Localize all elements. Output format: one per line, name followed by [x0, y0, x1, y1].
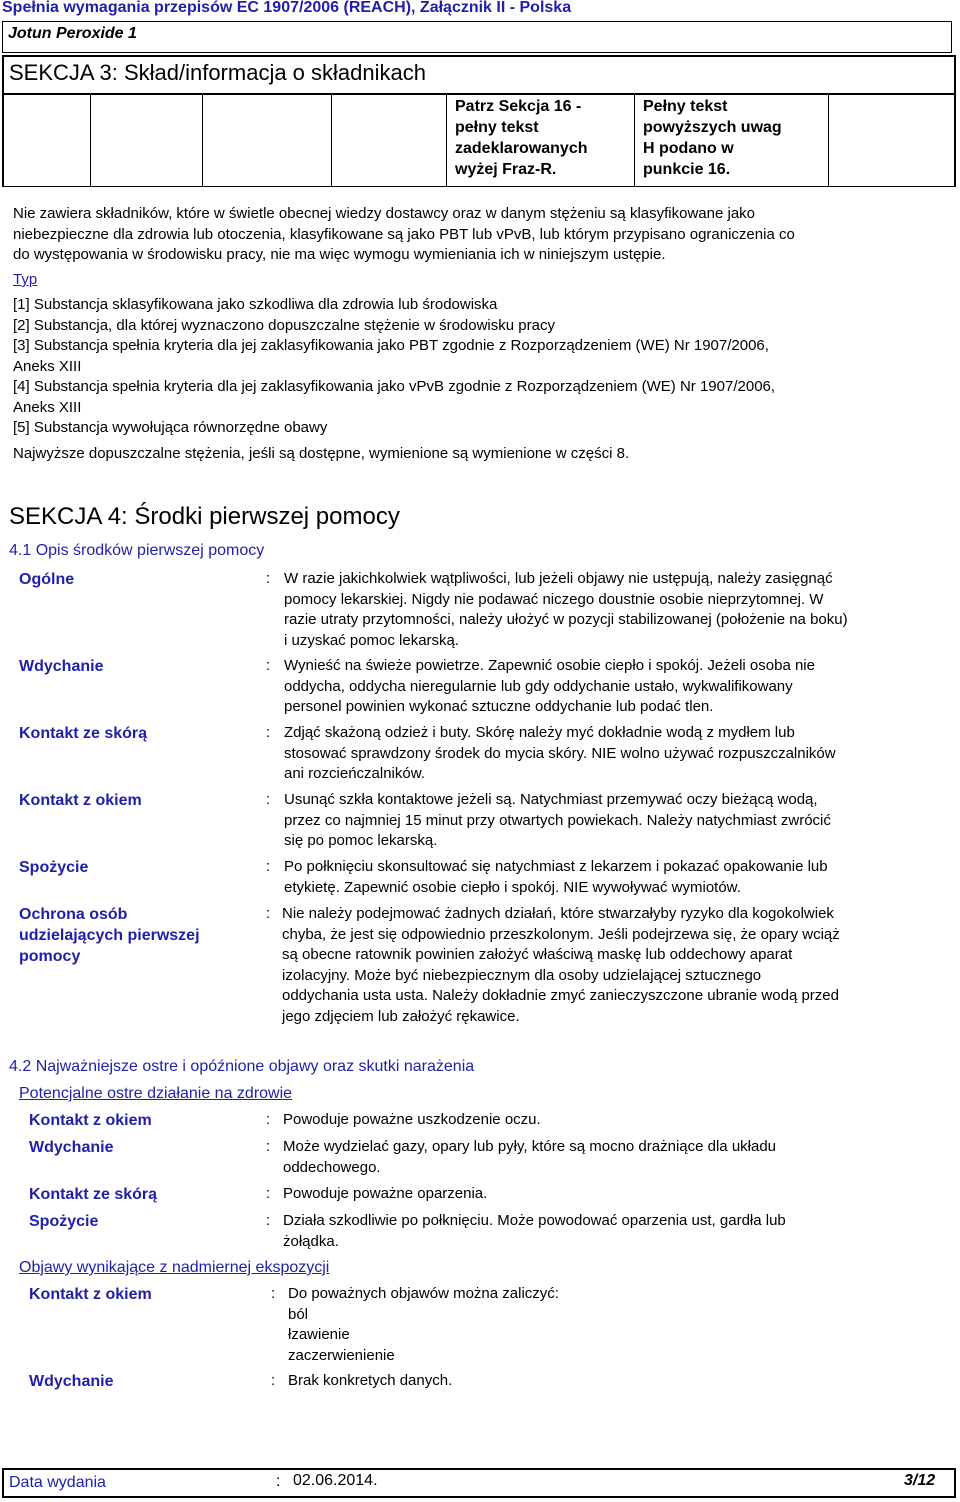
- label-eye-contact: Kontakt z okiem: [19, 792, 142, 809]
- overexp-label-inhalation: Wdychanie: [29, 1373, 114, 1390]
- overexp-label-eye: Kontakt z okiem: [29, 1286, 152, 1303]
- colon: :: [266, 1111, 271, 1128]
- colon: :: [271, 1285, 276, 1302]
- exposure-limits-note: Najwyższe dopuszczalne stężenia, jeśli są dostępne, wymienione są wymienione w części 8.: [13, 445, 630, 462]
- label-general: Ogólne: [19, 571, 75, 588]
- acute-text-skin: Powoduje poważne oparzenia.: [283, 1185, 488, 1202]
- acute-label-inhalation: Wdychanie: [29, 1139, 114, 1156]
- acute-label-ingestion: Spożycie: [29, 1213, 99, 1230]
- colon: :: [266, 570, 271, 587]
- label-first-aider-protection: Ochrona osób udzielających pierwszej pomocy: [19, 906, 200, 965]
- list-item: [3] Substancja spełnia kryteria dla jej zaklasyfikowania jako PBT zgodnie z Rozporządzeniem (WE) Nr 1907/2006,: [13, 337, 769, 354]
- table-cell-r-phrases: Patrz Sekcja 16 - pełny tekst zadeklarowanych wyżej Fraz-R.: [455, 98, 588, 178]
- label-inhalation: Wdychanie: [19, 658, 104, 675]
- overexposure-heading: Objawy wynikające z nadmiernej ekspozycji: [19, 1259, 330, 1276]
- acute-text-inhalation: Może wydzielać gazy, opary lub pyły, które są mocno drażniące dla układu oddechowego.: [283, 1138, 777, 1176]
- list-item: [2] Substancja, dla której wyznaczono dopuszczalne stężenie w środowisku pracy: [13, 316, 555, 334]
- colon: :: [266, 905, 271, 922]
- colon: :: [266, 1185, 271, 1202]
- text-inhalation: Wynieść na świeże powietrze. Zapewnić osobie ciepło i spokój. Jeżeli osoba nie oddycha, oddycha nieregularnie lub gdy oddychanie ustało, wykwalifikowany personel powinien wykonać sztuczne oddychanie lub podać tlen.: [284, 657, 815, 715]
- overexp-text-inhalation: Brak konkretych danych.: [288, 1372, 453, 1389]
- text-general: W razie jakichkolwiek wątpliwości, lub jeżeli objawy nie ustępują, należy zasięgnąć pomocy lekarskiej. Nigdy nie podawać niczego doustnie osobie nieprzytomnej. W razie utraty przytomności, należy ułożyć w pozycji stabilizowanej (położenie na boku) i uzyskać pomoc lekarską.: [284, 570, 848, 649]
- subsection-4-2: 4.2 Najważniejsze ostre i opóźnione objawy oraz skutki narażenia: [9, 1058, 475, 1075]
- label-ingestion: Spożycie: [19, 859, 89, 876]
- section3-title: SEKCJA 3: Skład/informacja o składnikach: [9, 60, 426, 85]
- text-skin-contact: Zdjąć skażoną odzież i buty. Skórę należy myć dokładnie wodą z mydłem lub stosować sprawdzony środek do mycia skóry. NIE wolno używać rozpuszczalników ani rozcieńczalników.: [284, 724, 836, 782]
- typ-list: [13, 295, 953, 439]
- product-name-box: [2, 21, 952, 53]
- table-border: [828, 95, 829, 187]
- list-item: [5] Substancja wywołująca równorzędne obawy: [13, 419, 328, 436]
- list-item: [4] Substancja spełnia kryteria dla jej zaklasyfikowania jako vPvB zgodnie z Rozporządzeniem (WE) Nr 1907/2006,: [13, 378, 776, 395]
- colon: :: [271, 1372, 276, 1389]
- typ-label: Typ: [13, 271, 38, 288]
- text-first-aider-protection: Nie należy podejmować żadnych działań, które stwarzałyby ryzyko dla kogokolwiek chyba, że jest się odpowiednio przeszkolonym. Jeśli podejrzewa się, że opary wciąż są obecne ratownik powinien założyć właściwą maskę lub oddechowy aparat izolacyjny. Może być niebezpiecznym dla osoby udzielającej sztucznego oddychania usta usta. Należy dokładnie zmyć zanieczyszczone ubranie wodą przed jego zdjęciem lub założyć rękawice.: [282, 905, 840, 1025]
- colon: :: [266, 858, 271, 875]
- list-item: Aneks XIII: [13, 357, 82, 375]
- subsection-4-1: 4.1 Opis środków pierwszej pomocy: [9, 542, 265, 559]
- regulation-title: Spełnia wymagania przepisów EC 1907/2006 (REACH), Załącznik II - Polska: [2, 0, 572, 16]
- section4-title: SEKCJA 4: Środki pierwszej pomocy: [9, 503, 400, 530]
- acute-label-skin: Kontakt ze skórą: [29, 1186, 158, 1203]
- issue-date: 02.06.2014.: [293, 1472, 378, 1489]
- table-border-right: [954, 95, 956, 187]
- table-border-left: [2, 95, 4, 187]
- colon: :: [266, 724, 271, 741]
- acute-effects-heading: Potencjalne ostre działanie na zdrowie: [19, 1085, 293, 1102]
- text-eye-contact: Usunąć szkła kontaktowe jeżeli są. Natychmiast przemywać oczy bieżącą wodą, przez co najmniej 15 minut przy otwartych powiekach. Należy natychmiast zwrócić się po pomoc lekarską.: [284, 791, 831, 849]
- acute-text-eye: Powoduje poważne uszkodzenie oczu.: [283, 1111, 541, 1128]
- acute-text-ingestion: Działa szkodliwie po połknięciu. Może powodować oparzenia ust, gardła lub żołądka.: [283, 1212, 786, 1250]
- table-border: [90, 95, 91, 187]
- table-border-bottom: [2, 186, 956, 187]
- label-skin-contact: Kontakt ze skórą: [19, 725, 148, 742]
- footer-box: [2, 1468, 956, 1498]
- colon: :: [276, 1473, 281, 1490]
- table-cell-h-statements: Pełny tekst powyższych uwag H podano w punkcie 16.: [643, 98, 782, 178]
- list-item: Aneks XIII: [13, 398, 82, 416]
- acute-label-eye: Kontakt z okiem: [29, 1112, 152, 1129]
- table-border: [634, 95, 635, 187]
- issue-date-label: Data wydania: [9, 1474, 106, 1491]
- colon: :: [266, 1138, 271, 1155]
- colon: :: [266, 657, 271, 674]
- colon: :: [266, 1212, 271, 1229]
- no-hazardous-note: Nie zawiera składników, które w świetle obecnej wiedzy dostawcy oraz w danym stężeniu są klasyfikowane jako niebezpieczne dla zdrowia lub otoczenia, klasyfikowane są jako PBT lub vPvB, lub którym przypisano ograniczenia co do występowania w środowisku pracy, nie ma więc wymogu wymieniania ich w niniejszym ustępie.: [13, 205, 795, 263]
- table-border: [202, 95, 203, 187]
- text-ingestion: Po połknięciu skonsultować się natychmiast z lekarzem i pokazać opakowanie lub etykietę. Zapewnić osobie ciepło i spokój. NIE wywoływać wymiotów.: [284, 858, 828, 896]
- colon: :: [266, 791, 271, 808]
- page-number: 3/12: [904, 1472, 936, 1489]
- list-item: [1] Substancja sklasyfikowana jako szkodliwa dla zdrowia lub środowiska: [13, 296, 498, 313]
- table-border: [331, 95, 332, 187]
- overexp-text-eye: Do poważnych objawów można zaliczyć: ból łzawienie zaczerwienienie: [288, 1285, 559, 1364]
- table-border: [446, 95, 447, 187]
- product-name: Jotun Peroxide 1: [8, 25, 137, 42]
